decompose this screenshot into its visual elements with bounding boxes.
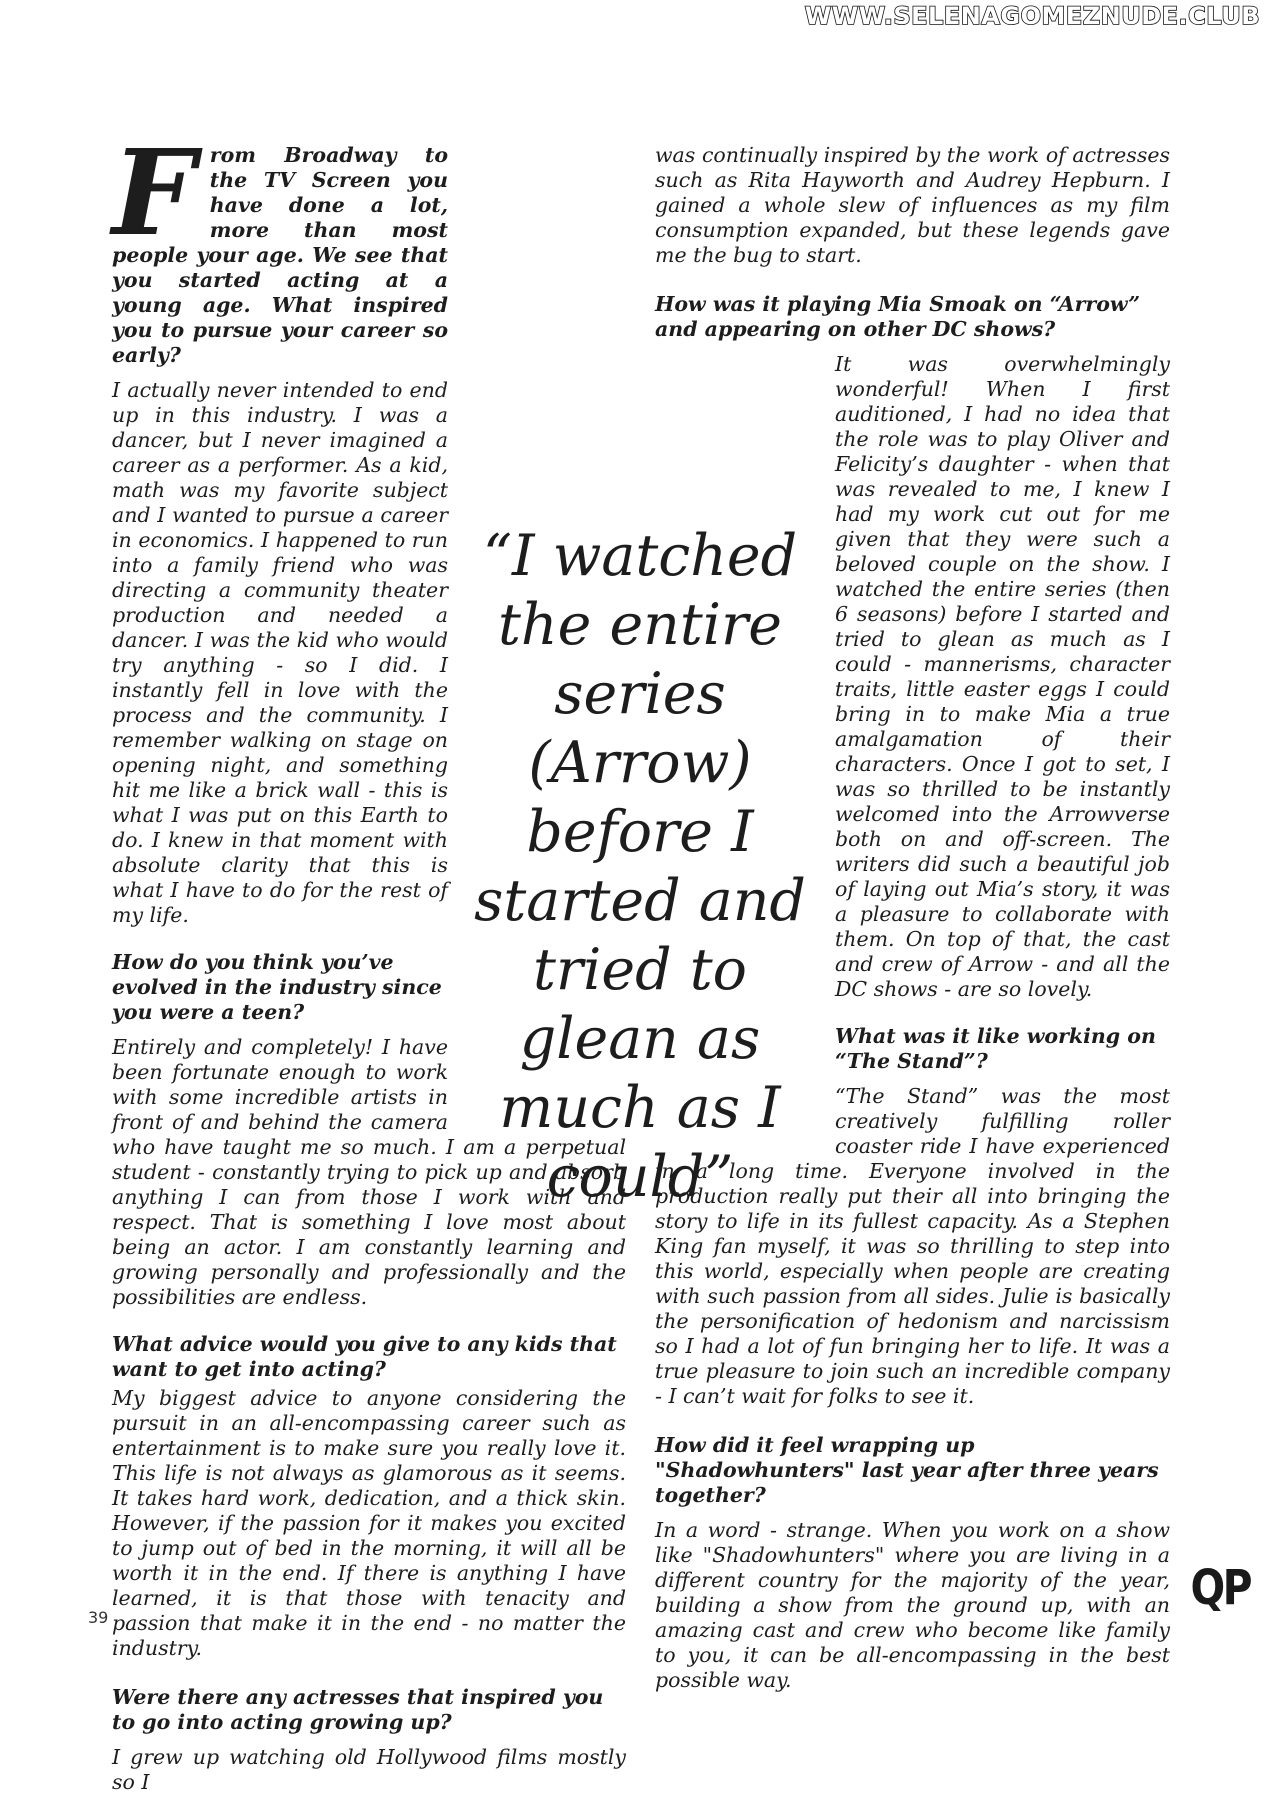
magazine-logo: QP: [1190, 1560, 1250, 1616]
answer-3: My biggest advice to anyone considering the pursuit in an all-encompassing career such as entertainment is to make sure you really love it. This life is not always as glamorous as it seems. It takes hard work, dedication, and a thick skin. However, if the passion for it makes you excited to jump out of bed in the morning, it will all be worth it in the end. If there is anything I have learned, it is that those with tenacity and passion that make it in the end - no matter the industry.: [112, 1386, 626, 1660]
drop-cap: F: [112, 123, 196, 262]
answer-1: I actually never intended to end up in this industry. I was a dancer, but I never imagined a career as a performer. As a kid, math was my favorite subject and I wanted to pursue a career in economics. I happened to run into a family friend who was directing a community theater production and needed a dancer. I was the kid who would try anything - so I did. I instantly fell in love with the process and the community. I remember walking on stage on opening night, and something hit me like a brick wall - this is what I was put on this Earth to do. I knew in that moment with absolute clarity that this is what I have to do for the rest of my life.: [112, 378, 448, 927]
answer-5: It was overwhelmingly wonderful! When I first auditioned, I had no idea that the role was to play Oliver and Felicity’s daughter - when that was revealed to me, I knew I had my work cut out for me given that they were such a beloved couple on the show. I watched the entire series (then 6 seasons) before I started and tried to glean as much as I could - mannerisms, character traits, little easter eggs I could bring in to make Mia a true amalgamation of their characters. Once I got to set, I was so thrilled to be instantly welcomed into the Arrowverse both on and off-screen. The writers did such a beautiful job of laying out Mia’s story, it was a pleasure to collaborate with them. On top of that, the cast and crew of Arrow - and all the DC shows - are so lovely.: [835, 352, 1170, 1001]
answer-4: I grew up watching old Hollywood films mostly so I: [112, 1745, 626, 1794]
question-1: rom Broadway to the TV Screen you have done a lot, more than most people your age. We see that you started acting at a young age. What inspired you to pursue your career so early?: [112, 143, 448, 367]
question-5: How was it playing Mia Smoak on “Arrow” and appearing on other DC shows?: [655, 292, 1141, 341]
pull-quote: “I watched the entire series (Arrow) before I started and tried to glean as much as I could”: [474, 523, 806, 1210]
page-number: 39: [88, 1608, 109, 1627]
answer-6: “The Stand” was the most creatively fulfilling roller coaster ride I have experienced in a long time. Everyone involved in the production really put their all into bringing the story to life in its fullest capacity. As a Stephen King fan myself, it was so thrilling to step into this world, especially when people are creating with such passion from all sides. Julie is basically the personification of hedonism and narcissism so I had a lot of fun bringing her to life. It was a true pleasure to join such an incredible company - I can’t wait for folks to see it.: [655, 1084, 1170, 1408]
question-4: Were there any actresses that inspired you to go into acting growing up?: [112, 1685, 604, 1734]
question-3: What advice would you give to any kids that want to get into acting?: [112, 1332, 617, 1381]
question-6: What was it like working on “The Stand”?: [835, 1024, 1156, 1073]
answer-7: In a word - strange. When you work on a show like "Shadowhunters" where you are living in a different country for the majority of the year, building a show from the ground up, with an amazing cast and crew who become like family to you, it can be all-encompassing in the best possible way.: [655, 1518, 1170, 1692]
answer-4-continued: was continually inspired by the work of actresses such as Rita Hayworth and Audrey Hepburn. I gained a whole slew of influences as my film consumption expanded, but these legends gave me the bug to start.: [655, 143, 1170, 267]
question-2: How do you think you’ve evolved in the industry since you were a teen?: [112, 950, 442, 1024]
answer-2: Entirely and completely! I have been fortunate enough to work with some incredible artists in front of and behind the camera who have taught me so much. I am a perpetual student - constantly trying to pick up and absorb anything I can from those I work with and respect. That is something I love most about being an actor. I am constantly learning and growing personally and professionally and the possibilities are endless.: [112, 1035, 626, 1309]
question-7: How did it feel wrapping up "Shadowhunters" last year after three years together?: [655, 1433, 1159, 1507]
watermark: WWW.SELENAGOMEZNUDE.CLUB: [804, 2, 1260, 30]
